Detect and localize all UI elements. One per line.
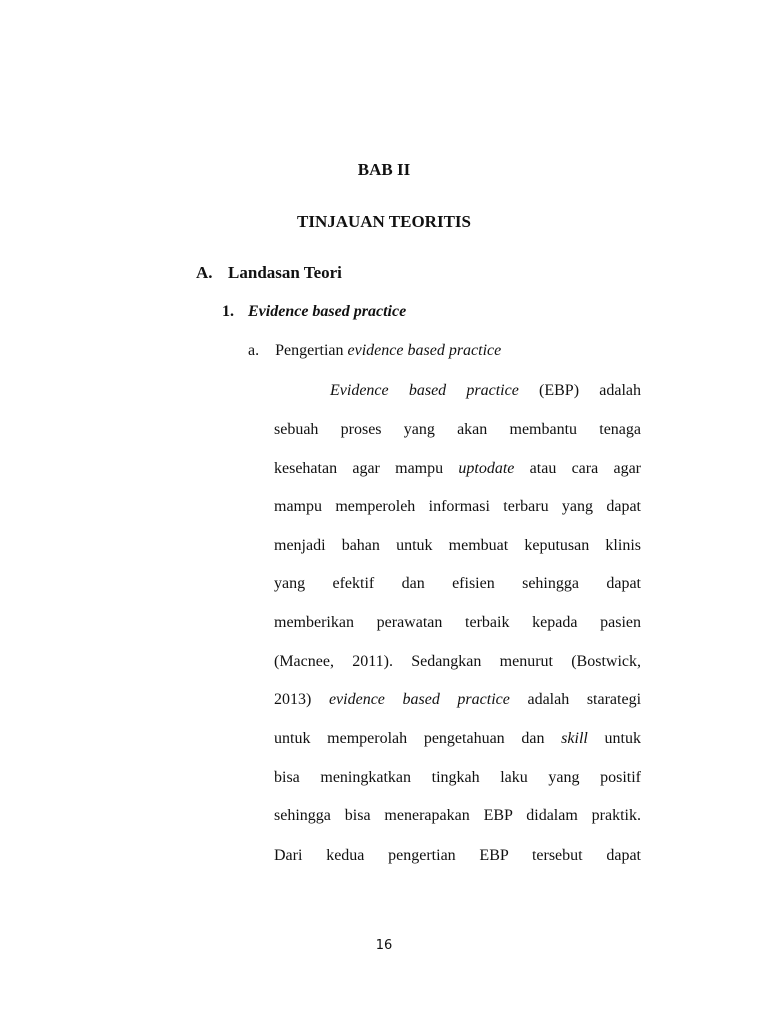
paragraph-line-7: memberikan perawatan terbaik kepada pasien: [274, 614, 641, 631]
paragraph-line-8: (Macnee, 2011). Sedangkan menurut (Bostwick,: [274, 653, 641, 670]
page-number: 16: [375, 938, 393, 953]
section-a-heading: [196, 263, 342, 283]
section-a-marker: A.: [196, 263, 213, 282]
subsection-1-marker: 1.: [222, 303, 234, 320]
paragraph-line-5: menjadi bahan untuk membuat keputusan klinis: [274, 537, 641, 554]
paragraph-line-4: mampu memperoleh informasi terbaru yang dapat: [274, 498, 641, 515]
paragraph-line-1: Evidence based practice (EBP) adalah: [330, 382, 641, 399]
point-a-title-italic: evidence based practice: [347, 342, 502, 359]
section-a-title: Landasan Teori: [228, 263, 342, 282]
paragraph-line-10: untuk memperolah pengetahuan dan skill untuk: [274, 730, 641, 747]
paragraph-line-9: 2013) evidence based practice adalah starategi: [274, 691, 642, 708]
paragraph-line-2: sebuah proses yang akan membantu tenaga: [274, 421, 641, 438]
paragraph-line-13: Dari kedua pengertian EBP tersebut dapat: [274, 847, 641, 864]
paragraph-line-6: yang efektif dan efisien sehingga dapat: [274, 575, 641, 592]
point-a-marker: a.: [248, 342, 260, 359]
subsection-1-title: Evidence based practice: [248, 303, 407, 320]
paragraph-line-12: sehingga bisa menerapakan EBP didalam praktik.: [274, 807, 641, 824]
point-a-title-plain: Pengertian: [275, 342, 344, 359]
paragraph-line-11: bisa meningkatkan tingkah laku yang positif: [274, 769, 641, 786]
chapter-number-heading: BAB II: [357, 160, 411, 179]
chapter-title-heading: TINJAUAN TEORITIS: [297, 212, 471, 231]
subsection-1-heading: [222, 303, 406, 321]
paragraph-line-3: kesehatan agar mampu uptodate atau cara agar: [274, 460, 642, 477]
point-a-heading: [248, 342, 501, 360]
